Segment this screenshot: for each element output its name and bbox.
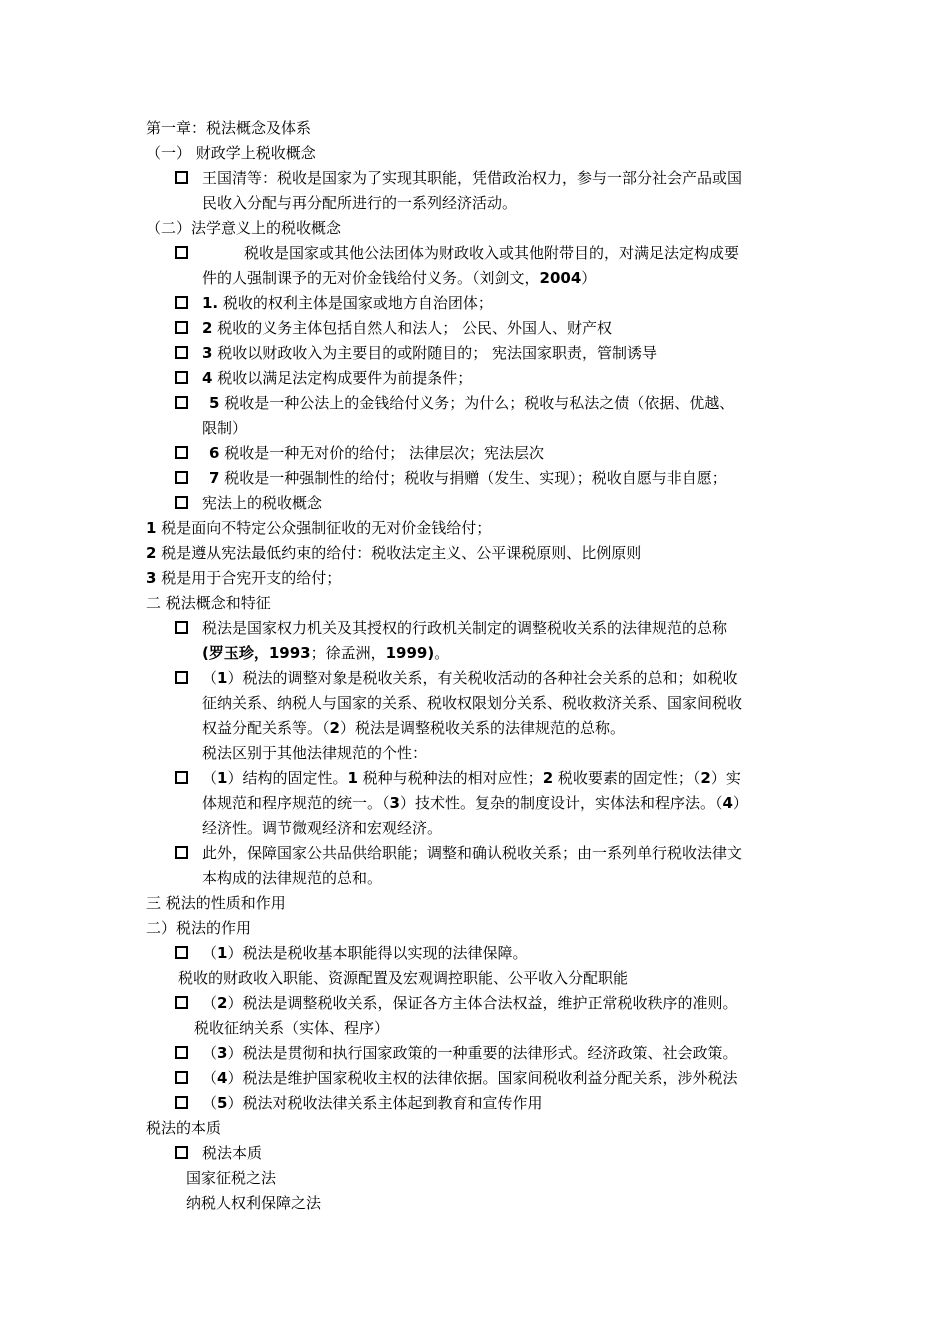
paragraph-line: （1）结构的固定性。1 税种与税种法的相对应性；2 税收要素的固定性；（2）实 bbox=[202, 769, 741, 787]
checkbox-bullet-icon bbox=[175, 1071, 188, 1084]
paragraph-line: 征纳关系、纳税人与国家的关系、税收权限划分关系、税收救济关系、国家间税收 bbox=[202, 694, 743, 712]
list-item: （1）税法是税收基本职能得以实现的法律保障。 bbox=[202, 944, 528, 962]
numbered-line: 2 税是遵从宪法最低约束的给付：税收法定主义、公平课税原则、比例原则 bbox=[146, 544, 642, 562]
section-heading-2: （二）法学意义上的税收概念 bbox=[146, 219, 342, 237]
checkbox-bullet-icon bbox=[175, 321, 188, 334]
section-heading-5: 税法的本质 bbox=[146, 1119, 222, 1137]
checkbox-bullet-icon bbox=[175, 621, 188, 634]
checkbox-bullet-icon bbox=[175, 496, 188, 509]
numbered-line: 1 税是面向不特定公众强制征收的无对价金钱给付； bbox=[146, 519, 492, 537]
paragraph-line: 本构成的法律规范的总和。 bbox=[202, 869, 383, 887]
note-line: 国家征税之法 bbox=[186, 1169, 277, 1187]
list-item: 3 税收以财政收入为主要目的或附随目的； 宪法国家职责，管制诱导 bbox=[202, 344, 657, 362]
paragraph-line: 件的人强制课予的无对价金钱给付义务。（刘剑文，2004） bbox=[202, 269, 597, 287]
paragraph-line: 税法区别于其他法律规范的个性： bbox=[202, 744, 428, 762]
checkbox-bullet-icon bbox=[175, 946, 188, 959]
checkbox-bullet-icon bbox=[175, 1146, 188, 1159]
checkbox-bullet-icon bbox=[175, 771, 188, 784]
checkbox-bullet-icon bbox=[175, 371, 188, 384]
list-item: 2 税收的义务主体包括自然人和法人； 公民、外国人、财产权 bbox=[202, 319, 612, 337]
list-item: 5 税收是一种公法上的金钱给付义务；为什么；税收与私法之债（依据、优越、 bbox=[209, 394, 735, 412]
subsection-heading: 二）税法的作用 bbox=[146, 919, 252, 937]
paragraph-line: 权益分配关系等。（2）税法是调整税收关系的法律规范的总称。 bbox=[202, 719, 625, 737]
checkbox-bullet-icon bbox=[175, 471, 188, 484]
paragraph-line: 税收是国家或其他公法团体为财政收入或其他附带目的，对满足法定构成要 bbox=[244, 244, 740, 262]
list-item: （4）税法是维护国家税收主权的法律依据。国家间税收利益分配关系，涉外税法 bbox=[202, 1069, 738, 1087]
list-item: 4 税收以满足法定构成要件为前提条件； bbox=[202, 369, 473, 387]
list-item: 6 税收是一种无对价的给付； 法律层次；宪法层次 bbox=[209, 444, 544, 462]
list-item: （3）税法是贯彻和执行国家政策的一种重要的法律形式。经济政策、社会政策。 bbox=[202, 1044, 738, 1062]
paragraph-line: (罗玉珍，1993；徐孟洲，1999)。 bbox=[202, 644, 450, 662]
paragraph-line: 税法是国家权力机关及其授权的行政机关制定的调整税收关系的法律规范的总称 bbox=[202, 619, 728, 637]
checkbox-bullet-icon bbox=[175, 996, 188, 1009]
chapter-title: 第一章：税法概念及体系 bbox=[146, 119, 312, 137]
paragraph-line: 此外，保障国家公共品供给职能；调整和确认税收关系；由一系列单行税收法律文 bbox=[202, 844, 743, 862]
note-line: 纳税人权利保障之法 bbox=[186, 1194, 322, 1212]
checkbox-bullet-icon bbox=[175, 171, 188, 184]
paragraph-line: （1）税法的调整对象是税收关系，有关税收活动的各种社会关系的总和；如税收 bbox=[202, 669, 738, 687]
note-line: 税收的财政收入职能、资源配置及宏观调控职能、公平收入分配职能 bbox=[178, 969, 629, 987]
numbered-line: 3 税是用于合宪开支的给付； bbox=[146, 569, 342, 587]
checkbox-bullet-icon bbox=[175, 296, 188, 309]
checkbox-bullet-icon bbox=[175, 446, 188, 459]
paragraph-line: 民收入分配与再分配所进行的一系列经济活动。 bbox=[202, 194, 518, 212]
checkbox-bullet-icon bbox=[175, 1046, 188, 1059]
paragraph-line: 限制） bbox=[202, 419, 248, 437]
list-item: 1. 税收的权利主体是国家或地方自治团体； bbox=[202, 294, 493, 312]
list-item: 税法本质 bbox=[202, 1144, 263, 1162]
list-item: 宪法上的税收概念 bbox=[202, 494, 323, 512]
section-heading-4: 三 税法的性质和作用 bbox=[146, 894, 286, 912]
section-heading-3: 二 税法概念和特征 bbox=[146, 594, 271, 612]
section-heading-1: （一） 财政学上税收概念 bbox=[146, 144, 316, 162]
checkbox-bullet-icon bbox=[175, 671, 188, 684]
paragraph-line: 王国清等：税收是国家为了实现其职能，凭借政治权力，参与一部分社会产品或国 bbox=[202, 169, 743, 187]
list-item: （2）税法是调整税收关系，保证各方主体合法权益，维护正常税收秩序的准则。 bbox=[202, 994, 738, 1012]
list-item: （5）税法对税收法律关系主体起到教育和宣传作用 bbox=[202, 1094, 543, 1112]
paragraph-line: 经济性。调节微观经济和宏观经济。 bbox=[202, 819, 443, 837]
note-line: 税收征纳关系（实体、程序） bbox=[194, 1019, 390, 1037]
paragraph-line: 体规范和程序规范的统一。（3）技术性。复杂的制度设计，实体法和程序法。（4） bbox=[202, 794, 748, 812]
checkbox-bullet-icon bbox=[175, 1096, 188, 1109]
list-item: 7 税收是一种强制性的给付；税收与捐赠（发生、实现）；税收自愿与非自愿； bbox=[209, 469, 727, 487]
checkbox-bullet-icon bbox=[175, 396, 188, 409]
checkbox-bullet-icon bbox=[175, 246, 188, 259]
checkbox-bullet-icon bbox=[175, 346, 188, 359]
checkbox-bullet-icon bbox=[175, 846, 188, 859]
